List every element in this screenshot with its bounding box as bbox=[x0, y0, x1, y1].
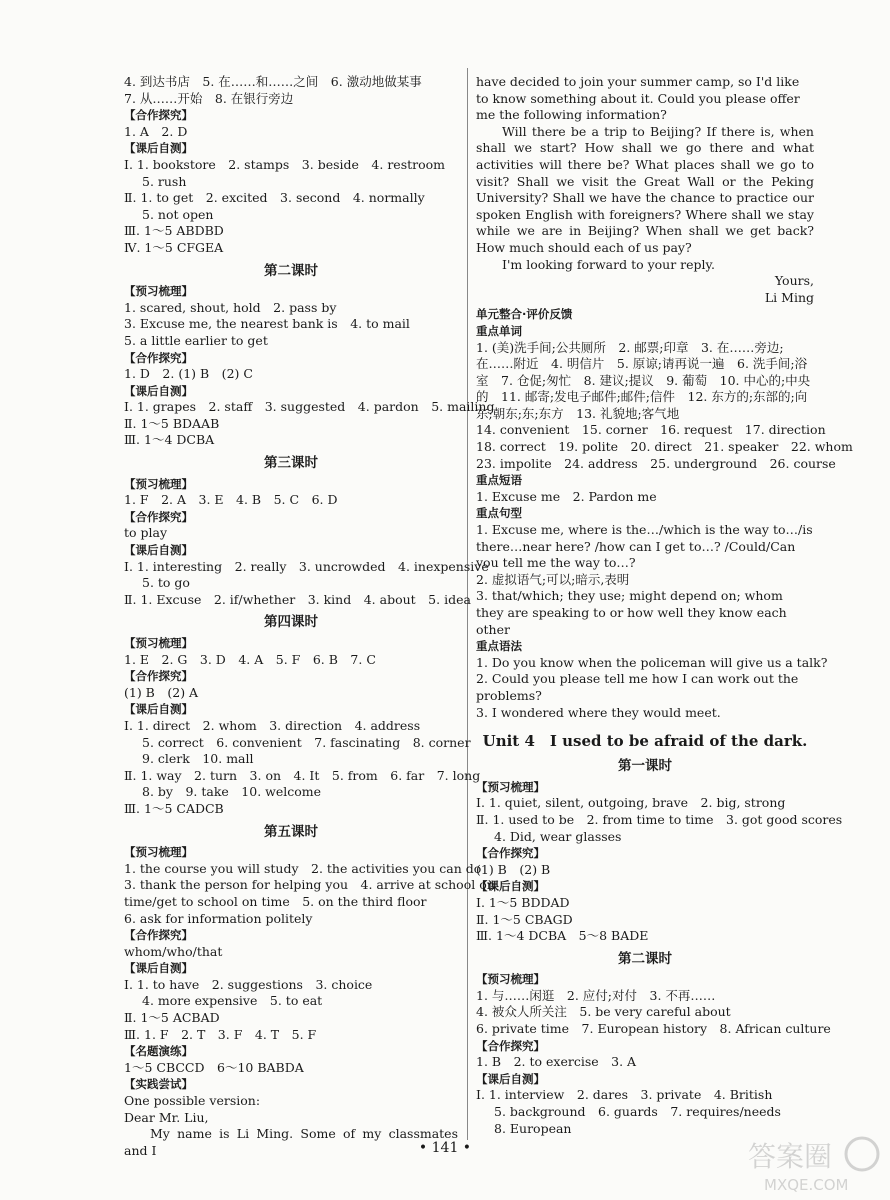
answer-line: Ⅱ. 1～5 BDAAB bbox=[124, 415, 220, 431]
answer-line: One possible version: bbox=[124, 1093, 261, 1109]
answer-line: (1) B (2) A bbox=[124, 684, 199, 700]
answer-line: whom/who/that bbox=[124, 943, 223, 959]
answer-line: 23. impolite 24. address 25. underground 26. course bbox=[476, 455, 836, 471]
answer-line: 1. Excuse me 2. Pardon me bbox=[476, 488, 657, 504]
answer-line: 1. A 2. D bbox=[124, 123, 188, 139]
section-heading: 【预习梳理】 bbox=[124, 284, 193, 299]
answer-line: Ⅰ. 1. to have 2. suggestions 3. choice bbox=[124, 976, 373, 992]
section-heading: 【合作探究】 bbox=[476, 846, 545, 861]
lesson-title: 第五课时 bbox=[264, 823, 318, 840]
watermark-url: MXQE.COM bbox=[764, 1176, 849, 1194]
answer-line: 3. Excuse me, the nearest bank is 4. to mail bbox=[124, 316, 410, 332]
answer-line: 4. 被众人所关注 5. be very careful about bbox=[476, 1004, 731, 1020]
answer-line: 1. the course you will study 2. the activities you can do bbox=[124, 860, 482, 876]
essay-paragraph: My name is Li Ming. Some of my classmates and I bbox=[124, 1126, 458, 1158]
answer-line: (1) B (2) B bbox=[476, 861, 551, 877]
answer-line: Dear Mr. Liu, bbox=[124, 1109, 209, 1125]
right-column bbox=[476, 74, 853, 1137]
section-heading: 【预习梳理】 bbox=[124, 845, 193, 860]
essay-paragraph: Will there be a trip to Beijing? If there is, when shall we start? How shall we go there and what activities will there be? What places shall we go to visit? Shall we visit the Great Wall or the Peking University? Shall we have the chance to practice our spoken English with foreigners? Where shall we stay while we are in Beijing? When shall we get back? How much should each of us pay? bbox=[476, 123, 814, 255]
answer-paragraph: 1. Excuse me, where is the…/which is the way to…/is there…near here? /how can I get to…? /Could/Can you tell me the way to…? bbox=[476, 522, 813, 571]
answer-line: Ⅱ. 1. Excuse 2. if/whether 3. kind 4. about 5. idea bbox=[124, 591, 471, 607]
answer-line: Ⅱ. 1. to get 2. excited 3. second 4. normally bbox=[124, 190, 425, 206]
left-column bbox=[124, 74, 495, 1159]
answer-line: 4. 到达书店 5. 在……和……之间 6. 激动地做某事 bbox=[124, 74, 422, 89]
answer-paragraph: 2. Could you please tell me how I can work out the problems? bbox=[476, 671, 799, 703]
answer-line: Ⅲ. 1～5 CADCB bbox=[124, 800, 224, 816]
section-heading: 重点短语 bbox=[476, 473, 522, 488]
answer-line: 6. ask for information politely bbox=[124, 910, 313, 926]
page-number: • 141 • bbox=[418, 1140, 472, 1156]
answer-line: Ⅰ. 1. bookstore 2. stamps 3. beside 4. restroom bbox=[124, 156, 446, 172]
answer-line: Ⅱ. 1. way 2. turn 3. on 4. It 5. from 6. far 7. long bbox=[124, 767, 481, 783]
answer-line: 2. 虚拟语气;可以;暗示,表明 bbox=[476, 571, 630, 587]
section-heading: 【合作探究】 bbox=[124, 669, 193, 684]
letter-signature: Yours, bbox=[774, 273, 814, 289]
answer-line: 1. F 2. A 3. E 4. B 5. C 6. D bbox=[124, 492, 338, 508]
answer-line: 1. E 2. G 3. D 4. A 5. F 6. B 7. C bbox=[124, 651, 376, 667]
answer-line: 5. correct 6. convenient 7. fascinating 8. corner bbox=[142, 734, 471, 750]
section-heading: 【预习梳理】 bbox=[476, 779, 545, 794]
answer-line: 4. more expensive 5. to eat bbox=[142, 993, 323, 1009]
section-heading: 【课后自测】 bbox=[124, 702, 193, 717]
answer-line: Ⅰ. 1. interview 2. dares 3. private 4. British bbox=[476, 1087, 773, 1103]
lesson-title: 第二课时 bbox=[618, 950, 672, 967]
answer-line: Ⅰ. 1～5 BDDAD bbox=[476, 894, 570, 910]
section-heading: 【实践尝试】 bbox=[124, 1077, 193, 1092]
answer-line: 9. clerk 10. mall bbox=[142, 751, 254, 767]
section-heading: 重点语法 bbox=[476, 639, 522, 654]
lesson-title: 第二课时 bbox=[264, 262, 318, 279]
answer-line: 1. Do you know when the policeman will give us a talk? bbox=[476, 654, 828, 670]
answer-line: 5. not open bbox=[142, 206, 214, 222]
section-heading: 【课后自测】 bbox=[476, 879, 545, 894]
answer-line: 1. B 2. to exercise 3. A bbox=[476, 1054, 637, 1070]
letter-signature: Li Ming bbox=[764, 289, 814, 305]
answer-line: 18. correct 19. polite 20. direct 21. speaker 22. whom bbox=[476, 439, 853, 455]
answer-line: 5. to go bbox=[142, 575, 190, 591]
answer-line: 5. a little earlier to get bbox=[124, 332, 268, 348]
unit-title: Unit 4 I used to be afraid of the dark. bbox=[482, 732, 808, 751]
answer-line: Ⅲ. 1～4 DCBA 5～8 BADE bbox=[476, 928, 649, 944]
answer-line: 1. 与……闲逛 2. 应付;对付 3. 不再…… bbox=[476, 987, 716, 1003]
answer-line: to play bbox=[124, 525, 168, 541]
section-heading: 【课后自测】 bbox=[124, 383, 193, 398]
answer-line: 8. by 9. take 10. welcome bbox=[142, 784, 322, 800]
answer-line: Ⅱ. 1. used to be 2. from time to time 3. got good scores bbox=[476, 811, 843, 827]
answer-line: 14. convenient 15. corner 16. request 17. direction bbox=[476, 422, 826, 438]
lesson-title: 第三课时 bbox=[264, 455, 318, 472]
lesson-title: 第四课时 bbox=[264, 614, 318, 631]
section-heading: 【合作探究】 bbox=[476, 1038, 545, 1053]
section-heading: 【合作探究】 bbox=[124, 509, 193, 524]
section-heading: 【课后自测】 bbox=[476, 1071, 545, 1086]
section-heading: 重点句型 bbox=[476, 506, 522, 521]
section-heading: 【课后自测】 bbox=[124, 141, 193, 156]
essay-paragraph: I'm looking forward to your reply. bbox=[502, 256, 715, 272]
answer-paragraph: 3. that/which; they use; might depend on; whom they are speaking to or how well they know each other bbox=[476, 588, 787, 637]
answer-paragraph: 1. (美)洗手间;公共厕所 2. 邮票;印章 3. 在……旁边;在……附近 4. 明信片 5. 原谅;请再说一遍 6. 洗手间;浴室 7. 仓促;匆忙 8. 建议;提议 9. 葡萄 10. 中心的;中央的 11. 邮寄;发电子邮件;邮件;信件 12. 东方的;东部的;向东;朝东;东;东方 13. 礼貌地;客气地 bbox=[476, 339, 811, 421]
answer-line: Ⅰ. 1. direct 2. whom 3. direction 4. address bbox=[124, 717, 421, 733]
section-heading: 【预习梳理】 bbox=[476, 972, 545, 987]
answer-line: 3. I wondered where they would meet. bbox=[476, 704, 721, 720]
answer-line: 5. rush bbox=[142, 173, 187, 189]
section-heading: 单元整合·评价反馈 bbox=[476, 307, 573, 322]
answer-line: Ⅱ. 1～5 ACBAD bbox=[124, 1010, 220, 1026]
answer-line: 1. scared, shout, hold 2. pass by bbox=[124, 299, 337, 315]
section-heading: 【合作探究】 bbox=[124, 350, 193, 365]
section-heading: 【合作探究】 bbox=[124, 928, 193, 943]
section-heading: 【课后自测】 bbox=[124, 543, 193, 558]
lesson-title: 第一课时 bbox=[618, 758, 672, 775]
answer-line: 6. private time 7. European history 8. African culture bbox=[476, 1021, 831, 1037]
answer-line: 3. thank the person for helping you 4. arrive at school on bbox=[124, 877, 495, 893]
section-heading: 【预习梳理】 bbox=[124, 636, 193, 650]
answer-line: Ⅰ. 1. quiet, silent, outgoing, brave 2. big, strong bbox=[476, 795, 786, 811]
answer-line: 1～5 CBCCD 6～10 BABDA bbox=[124, 1059, 304, 1075]
watermark-cn: 答案圈 bbox=[748, 1140, 833, 1173]
answer-line: Ⅲ. 1～4 DCBA bbox=[124, 432, 215, 448]
watermark-logo bbox=[744, 1132, 884, 1196]
answer-line: 5. background 6. guards 7. requires/needs bbox=[494, 1104, 781, 1120]
answer-line: Ⅰ. 1. grapes 2. staff 3. suggested 4. pardon 5. mailing bbox=[124, 399, 495, 415]
section-heading: 【课后自测】 bbox=[124, 961, 193, 976]
section-heading: 【预习梳理】 bbox=[124, 476, 193, 491]
answer-line: 7. 从……开始 8. 在银行旁边 bbox=[124, 90, 294, 106]
answer-line: time/get to school on time 5. on the third floor bbox=[124, 893, 427, 909]
section-heading: 【名题演练】 bbox=[124, 1044, 193, 1059]
answer-paragraph: have decided to join your summer camp, so I'd like to know something about it. Could you please offer me the following information? bbox=[476, 74, 800, 123]
answer-line: Ⅳ. 1～5 CFGEA bbox=[124, 239, 224, 255]
answer-line: Ⅲ. 1～5 ABDBD bbox=[124, 223, 224, 239]
section-heading: 重点单词 bbox=[476, 323, 522, 338]
answer-line: Ⅲ. 1. F 2. T 3. F 4. T 5. F bbox=[124, 1026, 317, 1042]
answer-line: 4. Did, wear glasses bbox=[494, 828, 622, 844]
section-heading: 【合作探究】 bbox=[124, 108, 193, 123]
answer-line: Ⅰ. 1. interesting 2. really 3. uncrowded 4. inexpensive bbox=[124, 558, 489, 574]
answer-line: 1. D 2. (1) B (2) C bbox=[124, 366, 253, 382]
answer-line: Ⅱ. 1～5 CBAGD bbox=[476, 911, 573, 927]
answer-line: 8. European bbox=[494, 1120, 572, 1136]
